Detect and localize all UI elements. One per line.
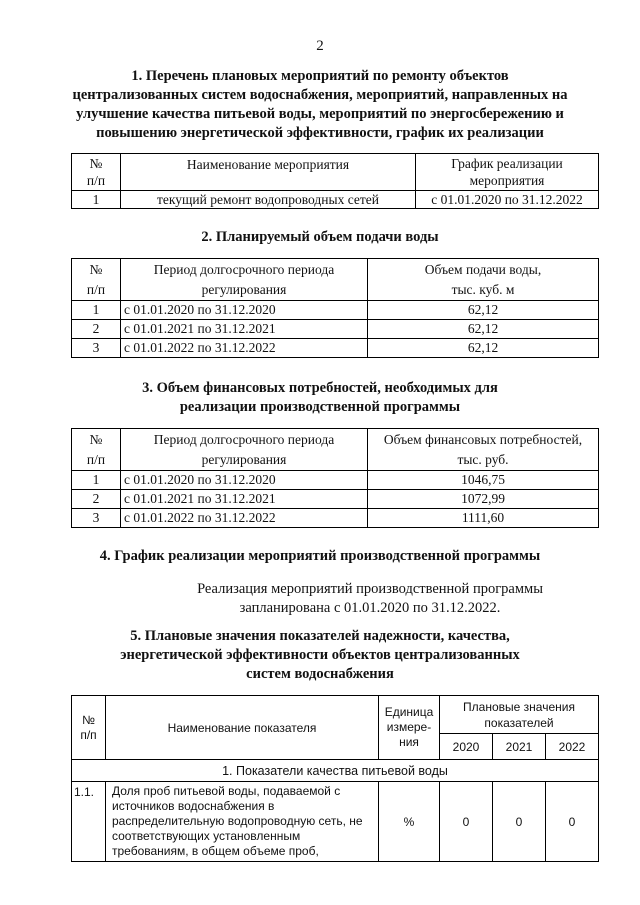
header-unit: Единица измере- ния xyxy=(379,696,440,760)
header-year-2021: 2021 xyxy=(493,734,546,760)
group-title: 1. Показатели качества питьевой воды xyxy=(72,760,599,782)
title-line: энергетической эффективности объектов централизованных xyxy=(120,647,520,663)
table-water-volume xyxy=(71,258,599,358)
title-line: систем водоснабжения xyxy=(246,666,394,682)
table-row: 1 текущий ремонт водопроводных сетей с 01.01.2020 по 31.12.2022 xyxy=(72,191,599,209)
title-line: реализации производственной программы xyxy=(179,399,461,415)
header-planned: Плановые значения показателей xyxy=(440,696,599,734)
header-num: № п/п xyxy=(72,154,121,191)
table-row: 1 с 01.01.2020 по 31.12.2020 1046,75 xyxy=(72,471,599,490)
table-row: 3 с 01.01.2022 по 31.12.2022 62,12 xyxy=(72,339,599,358)
section1-title xyxy=(0,67,640,143)
section3-title xyxy=(0,379,640,417)
table-row: 3 с 01.01.2022 по 31.12.2022 1111,60 xyxy=(72,509,599,528)
table-row: 1.1. Доля проб питьевой воды, подаваемой с источников водоснабжения в распределительную водопроводную сеть, не соответствующих установленным требованиям, в общем объеме проб, % 0 0 0 xyxy=(72,782,599,862)
header-name: Наименование показателя xyxy=(106,696,379,760)
header-num: № п/п xyxy=(72,696,106,760)
title-line: 3. Объем финансовых потребностей, необходимых для xyxy=(142,380,498,396)
table-row: 2 с 01.01.2021 по 31.12.2021 62,12 xyxy=(72,320,599,339)
section4-title: 4. График реализации мероприятий производственной программы xyxy=(99,548,541,564)
header-schedule: График реализации мероприятия xyxy=(416,154,599,191)
indicator-unit: % xyxy=(379,782,440,862)
header-year-2022: 2022 xyxy=(546,734,599,760)
header-num: № п/п xyxy=(72,429,121,471)
table-row: 2 с 01.01.2021 по 31.12.2021 1072,99 xyxy=(72,490,599,509)
title-line: 5. Плановые значения показателей надежности, качества, xyxy=(130,628,510,644)
text-line: Реализация мероприятий производственной программы xyxy=(197,581,543,597)
title-line: улучшение качества питьевой воды, мероприятий по энергосбережению и xyxy=(76,106,564,122)
table-measures xyxy=(71,153,599,209)
section5-title xyxy=(0,627,640,684)
table-row: 1 с 01.01.2020 по 31.12.2020 62,12 xyxy=(72,301,599,320)
header-name: Наименование мероприятия xyxy=(121,154,416,191)
header-volume: Объем подачи воды, тыс. куб. м xyxy=(368,259,599,301)
header-period: Период долгосрочного периода регулирования xyxy=(121,429,368,471)
section4-text xyxy=(0,580,640,618)
section2-title: 2. Планируемый объем подачи воды xyxy=(201,229,439,245)
header-period: Период долгосрочного периода регулирования xyxy=(121,259,368,301)
header-financial: Объем финансовых потребностей, тыс. руб. xyxy=(368,429,599,471)
table-financial-needs xyxy=(71,428,599,528)
text-line: запланирована с 01.01.2020 по 31.12.2022. xyxy=(239,600,501,616)
page-number: 2 xyxy=(316,38,324,54)
table-indicators xyxy=(71,695,599,862)
title-line: 1. Перечень плановых мероприятий по ремонту объектов xyxy=(131,68,509,84)
indicator-name: Доля проб питьевой воды, подаваемой с источников водоснабжения в распределительную водопроводную сеть, не соответствующих установленным требованиям, в общем объеме проб, xyxy=(106,782,379,862)
header-year-2020: 2020 xyxy=(440,734,493,760)
title-line: централизованных систем водоснабжения, мероприятий, направленных на xyxy=(72,87,568,103)
title-line: повышению энергетической эффективности, график их реализации xyxy=(96,125,544,141)
header-num: № п/п xyxy=(72,259,121,301)
